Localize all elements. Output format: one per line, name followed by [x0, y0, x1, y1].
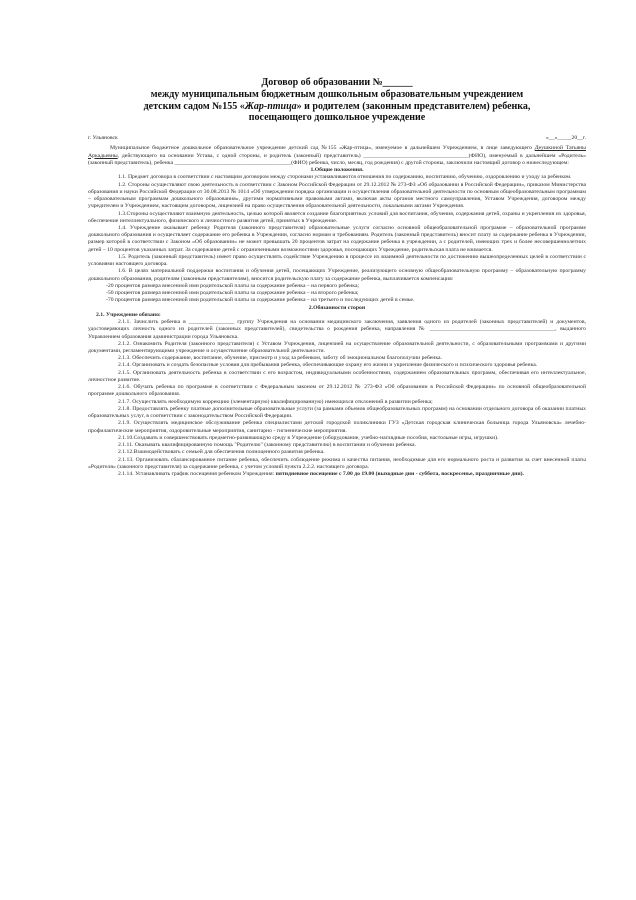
- clause-1-5: 1.5. Родитель (законный представитель) имеет право осуществлять содействие Учреждению в процессе их взаимной деятельности по достижению вышеопределенных целей в соответствии с условиями настоящего договора.: [88, 253, 586, 268]
- section-2-heading: 2.Обязанности сторон: [308, 304, 366, 311]
- clause-2-1-2: 2.1.2. Ознакомить Родителя (законного представителя) с Уставом Учреждения, лицензией на осуществление образовательной деятельности, с образовательными программами и другими документами, регламентирующими учреждение и осуществление образовательной деятельности.: [88, 340, 586, 354]
- title-line-3: детским садом №155 «Жар-птица» и родителем (законным представителем) ребенка,: [143, 100, 531, 112]
- clause-2-1-10: 2.1.10.Создавать и совершенствовать предметно-развивающую среду в Учреждение (оборудование, учебно-наглядные пособия, настольные игры, игрушки).: [118, 434, 499, 441]
- clause-2-1-3: 2.1.3. Обеспечить содержание, воспитание, обучение, присмотр и уход за ребенком, заботу об эмоциональном благополучии ребенка.: [118, 355, 442, 362]
- clause-2-1-14: 2.1.14. Устанавливать график посещения ребенком Учреждения: пятидневное посещение с 7.00 до 19.00 (выходные дни - суббота, воскресенье, праздничные дни).: [118, 470, 524, 477]
- clause-2-1-4: 2.1.4. Организовать и создать безопасные условия для пребывания ребенка, обеспечивающие охрану его жизни и укрепление физического и психического здоровья ребенка.: [118, 362, 538, 369]
- section-1-heading: 1.Общие положения.: [310, 167, 364, 174]
- compensation-item-1: -20 процентов размера внесенной ими родительской платы за содержание ребенка – на первого ребенка;: [106, 282, 360, 289]
- subsection-2-1-heading: 2.1. Учреждение обязано:: [96, 311, 161, 318]
- clause-2-1-9: 2.1.9. Осуществлять медицинское обслуживание ребенка специалистами детской городской поликлиники ГУЗ «Детская городская клиническая больница города Ульяновска» лечебно-профилактические мероприятия, оздоровительные мероприятия, санитарно - гигиенические мероприятия.: [88, 420, 586, 434]
- compensation-item-3: -70 процентов размера внесенной ими родительской платы за содержание ребенка – на третьего и последующих детей в семье.: [106, 297, 415, 304]
- place: г. Ульяновск: [88, 135, 118, 142]
- clause-2-1-13: 2.1.13. Организовать сбалансированное питание ребенка, обеспечить соблюдение режима и качества питания, необходимые для его нормального роста и развития за счет внесенной платы «Родителя» (законного представителя) за содержание ребенка, с учетом условий пункта 2.2.2. настоящего договора.: [88, 456, 586, 470]
- place-date-row: [88, 135, 586, 142]
- clause-2-1-1: 2.1.1. Зачислить ребенка в ________________ группу Учреждения на основании медицинского заключения, заявления одного из родителей (законных представителей) и документов, удостоверяющих личность одного из родителей (законных представителей), свидетельства о рождения ребенка, направления № ____________________________________________, выданного Управлением образования администрации города Ульяновска.: [88, 319, 586, 340]
- clause-2-1-11: 2.1.11. Оказывать квалифицированную помощь "Родителю" (законному представителю) в воспитании и обучении ребенка.: [118, 442, 416, 449]
- clause-2-1-7: 2.1.7. Осуществлять необходимую коррекцию (элементарную) квалифицированную) имеющихся отклонений в развитии ребенка;: [118, 398, 433, 405]
- title-line-1: Договор об образовании №______: [261, 77, 413, 88]
- clause-1-6: 1.6. В целях материальной поддержки воспитания и обучения детей, посещающих Учреждение, реализующего основную общеобразовательную программу – образовательную программу дошкольного образования, родителям (законным представителям), вносится родительскую плату за содержание ребенка, выплачивается компенсация:: [88, 268, 586, 282]
- compensation-item-2: -50 процентов размера внесенной ими родительской платы за содержание ребенка – на второго ребенка;: [106, 290, 359, 297]
- intro-paragraph: Муниципальное бюджетное дошкольное образовательное учреждение детский сад №155 «Жар-птица», именуемое в дальнейшем Учреждением, в лице заведующего Деушкиной Татьяны Аркадьевны, действующего на основании Устава, с одной стороны, и родитель (законный) представитель) _____________________________________(ФИО), именуемый в дальнейшем «Родитель» (законный представитель), ребенка _________________________________________(ФИО) ребенка, число, месяц, год рождения) с другой стороны, заключили настоящий договор о нижеследующем:: [88, 145, 587, 166]
- document-title: [88, 77, 586, 124]
- clause-1-1: 1.1. Предмет договора в соответствии с настоящим договором между сторонами устанавливаются отношения по содержанию, воспитанию, обучению, оздоровлению и уходу за ребенком.: [118, 174, 572, 181]
- clause-2-1-12: 2.1.12.Взаимодействовать с семьей для обеспечения полноценного развития ребенка.: [118, 449, 325, 456]
- title-line-4: посещающего дошкольное учреждение: [248, 112, 426, 124]
- date-blank: «__»_____20__г.: [545, 135, 586, 142]
- clause-1-4: 1.4. Учреждение оказывает ребенку Родителя (законного представителя) образовательные услуги согласно основной общеобразовательной программе – образовательной программе дошкольного образования и осуществляет содержание его ребенка в Учреждении, согласно нормам и требованиям. Родитель (законный представитель) вносит плату за содержание ребенка в Учреждении, размер которой в соответствии с Законом «Об образовании» не может превышать 20 процентов затрат на содержание ребенка в учреждении, а с родителей, имеющих трех и более несовершеннолетних детей – 10 процентов указанных затрат. За содержание детей с ограниченными возможностями здоровья, посещающих Учреждение, родительская плата не взимается.: [88, 225, 586, 253]
- clause-2-1-6: 2.1.6. Обучать ребенка по программе в соответствии с Федеральным законом от 29.12.2012 № 273-ФЗ «Об образовании в Российской Федерации» по основной общеобразовательной программе дошкольного образования.: [88, 384, 586, 398]
- document-content: [88, 77, 586, 478]
- clause-2-1-8: 2.1.8. Предоставлять ребенку платные дополнительные образовательные услуги (за рамками объемов общеобразовательных программ) на основании отдельного договора об оказании платных образовательных услуг, в соответствии с законодательством Российской Федерации.: [88, 405, 586, 420]
- title-line-2: между муниципальным бюджетным дошкольным образовательным учреждением: [150, 88, 524, 100]
- clause-1-3: 1.3.Стороны осуществляют взаимную деятельность, целью которой является создание благоприятных условий для воспитания, обучения, содержания детей, охраны и укрепления их здоровья, обеспечение интеллектуального, физического и личностного развития детей, принятых в Учреждение.: [88, 210, 586, 224]
- clause-2-1-5: 2.1.5. Организовать деятельность ребенка в соответствии с его возрастом, индивидуальными особенностями, содержанием образовательных программ, обеспечивая его интеллектуальное, личностное развитие.: [88, 369, 586, 383]
- clause-1-2: 1.2. Стороны осуществляют свою деятельность в соответствии с Законом Российской Федерации от 29.12.2012 № 273-ФЗ «Об образовании в Российской Федерации», приказом Министерства образования и науки Российской Федерации от 30.08.2013 № 1014 «Об утверждении порядка организации и осуществления образовательной деятельности по основным общеобразовательным программам – образовательным программам дошкольного образования», другими нормативными правовыми актами, включая акты органов местного самоуправления, Уставом Учреждения, договором между учредителем и Учреждением, настоящим договором, лицензией на право осуществления образовательной деятельности, локальными актами Учреждения.: [88, 181, 586, 210]
